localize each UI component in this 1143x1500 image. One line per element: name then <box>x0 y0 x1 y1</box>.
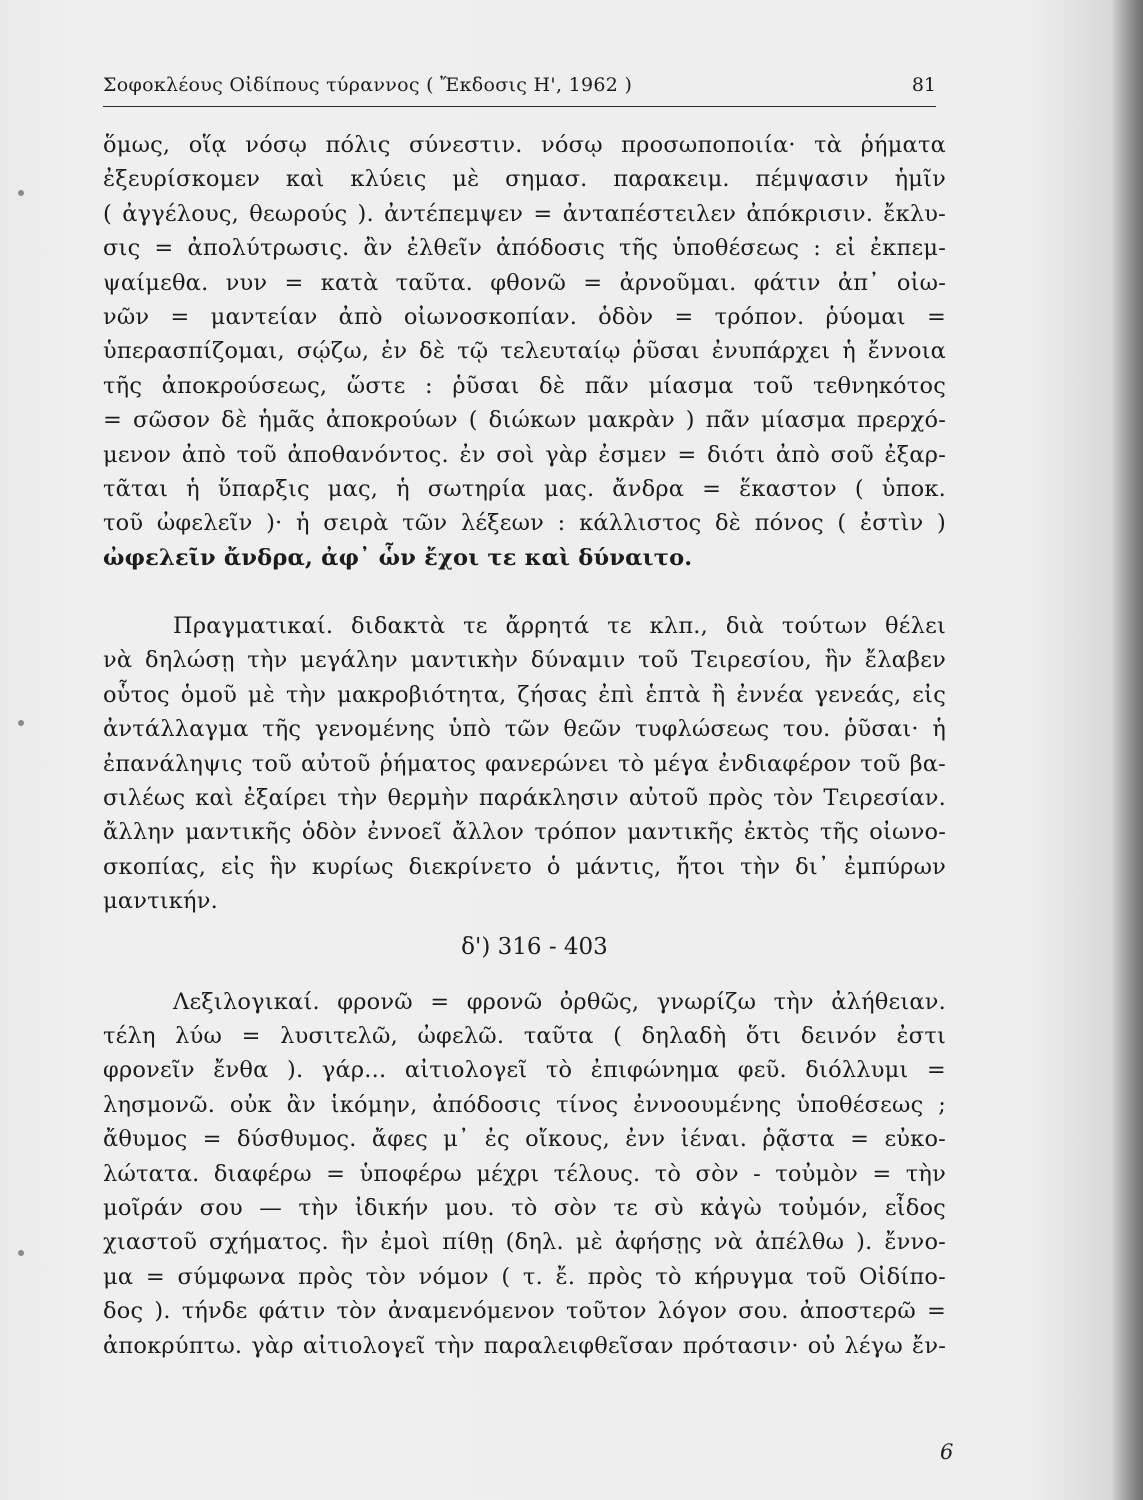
text-line: ψαίμεθα. νυν = κατὰ ταῦτα. φθονῶ = ἀρνοῦμαι. φάτιν ἀπ᾽ οἰω- <box>103 269 946 296</box>
text-line: ἀντάλλαγμα τῆς γενομένης ὑπὸ τῶν θεῶν τυφλώσεως του. ῥῦσαι· ἡ <box>103 716 946 743</box>
page-edge-shadow <box>1113 0 1143 1500</box>
text-line: τῆς ἀποκρούσεως, ὥστε : ῥῦσαι δὲ πᾶν μίασμα τοῦ τεθνηκότος <box>103 372 946 399</box>
text-line: τέλη λύω = λυσιτελῶ, ὠφελῶ. ταῦτα ( δηλαδὴ ὅτι δεινόν ἐστι <box>103 1022 946 1049</box>
text-line: ἀποκρύπτω. γὰρ αἰτιολογεῖ τὴν παραλειφθεῖσαν πρότασιν· οὐ λέγω ἔν- <box>103 1332 946 1359</box>
text-line: φρονεῖν ἔνθα ). γάρ... αἰτιολογεῖ τὸ ἐπιφώνημα φεῦ. διόλλυμι = <box>103 1057 946 1084</box>
text-line: ἄθυμος = δύσθυμος. ἄφες μ᾽ ἐς οἴκους, ἐνν ἰέναι. ῥᾷστα = εὐκο- <box>103 1126 946 1153</box>
text-line: τᾶται ἡ ὕπαρξις μας, ἡ σωτηρία μας. ἄνδρα = ἕκαστον ( ὑποκ. <box>103 475 946 502</box>
text-line: Πραγματικαί. διδακτὰ τε ἄρρητά τε κλπ., διὰ τούτων θέλει <box>173 613 946 640</box>
text-line: ὅμως, οἵᾳ νόσῳ πόλις σύνεστιν. νόσῳ προσωποποιία· τὰ ῥήματα <box>103 132 946 158</box>
running-title: Σοφοκλέους Οἰδίπους τύραννος ( Ἔκδοσις Η', 1962 ) <box>103 74 633 96</box>
section-heading: δ') 316 - 403 <box>461 933 608 960</box>
paragraph-gap <box>103 575 946 609</box>
text-line: λησμονῶ. οὐκ ἂν ἱκόμην, ἀπόδοσις τίνος ἐννοουμένης ὑποθέσεως ; <box>103 1091 946 1118</box>
text-line: μενον ἀπὸ τοῦ ἀποθανόντος. ἐν σοὶ γὰρ ἐσμεν = διότι ἀπὸ σοῦ ἐξαρ- <box>103 441 946 468</box>
body-text <box>103 128 946 1363</box>
binding-hole <box>18 1250 24 1256</box>
running-head <box>103 70 936 107</box>
text-line: οὗτος ὁμοῦ μὲ τὴν μακροβιότητα, ζήσας ἐπὶ ἑπτὰ ἢ ἐννέα γενεάς, εἰς <box>103 681 946 708</box>
text-line: μαντικήν. <box>103 888 218 915</box>
text-line: χιαστοῦ σχήματος. ἣν ἐμοὶ πίθῃ (δηλ. μὲ ἀφήσῃς νὰ ἀπέλθω ). ἔννο- <box>103 1229 946 1256</box>
text-line: ὠφελεῖν ἄνδρα, ἀφ᾽ ὧν ἔχοι τε καὶ δύναιτο. <box>103 544 693 571</box>
text-line: Λεξιλογικαί. φρονῶ = φρονῶ ὀρθῶς, γνωρίζω τὴν ἀλήθειαν. <box>173 988 946 1015</box>
text-line: ἐπανάληψις τοῦ αὐτοῦ ῥήματος φανερώνει τὸ μέγα ἐνδιαφέρον τοῦ βα- <box>103 750 946 777</box>
binding-hole <box>18 190 24 196</box>
binding-hole <box>18 720 24 726</box>
text-line: ( ἀγγέλους, θεωρούς ). ἀντέπεμψεν = ἀνταπέστειλεν ἀπόκρισιν. ἔκλυ- <box>103 200 946 227</box>
page-number: 81 <box>911 74 936 96</box>
text-line: ἄλλην μαντικῆς ὁδὸν ἐννοεῖ ἄλλον τρόπον μαντικῆς ἐκτὸς τῆς οἰωνο- <box>103 819 946 846</box>
signature-mark: 6 <box>940 1440 954 1464</box>
text-line: σιλέως καὶ ἐξαίρει τὴν θερμὴν παράκλησιν αὐτοῦ πρὸς τὸν Τειρεσίαν. <box>103 785 946 812</box>
text-line: λώτατα. διαφέρω = ὑποφέρω μέχρι τέλους. τὸ σὸν - τοὐμὸν = τὴν <box>103 1160 946 1187</box>
text-line: σκοπίας, εἰς ἣν κυρίως διεκρίνετο ὁ μάντις, ἤτοι τὴν δι᾽ ἐμπύρων <box>103 853 946 880</box>
text-line: μοῖράν σου — τὴν ἰδικήν μου. τὸ σὸν τε σὺ κἀγὼ τοὐμόν, εἶδος <box>103 1194 946 1221</box>
text-line: ἐξευρίσκομεν καὶ κλύεις μὲ σημασ. παρακειμ. πέμψασιν ἡμῖν <box>103 166 946 193</box>
text-line: μα = σύμφωνα πρὸς τὸν νόμον ( τ. ἔ. πρὸς τὸ κήρυγμα τοῦ Οἰδίπο- <box>103 1263 946 1290</box>
text-line: νῶν = μαντείαν ἀπὸ οἰωνοσκοπίαν. ὁδὸν = τρόπον. ῥύομαι = <box>103 303 946 330</box>
text-line: νὰ δηλώσῃ τὴν μεγάλην μαντικὴν δύναμιν τοῦ Τειρεσίου, ἣν ἔλαβεν <box>103 647 946 674</box>
text-line: σις = ἀπολύτρωσις. ἂν ἐλθεῖν ἀπόδοσις τῆς ὑποθέσεως : εἰ ἐκπεμ- <box>103 235 946 262</box>
text-line: τοῦ ὠφελεῖν )· ἡ σειρὰ τῶν λέξεων : κάλλιστος δὲ πόνος ( ἐστὶν ) <box>103 510 946 537</box>
text-line: = σῶσον δὲ ἡμᾶς ἀποκρούων ( διώκων μακρὰν ) πᾶν μίασμα πρερχό- <box>103 407 946 434</box>
text-line: ὑπερασπίζομαι, σῴζω, ἐν δὲ τῷ τελευταίῳ ῥῦσαι ἐνυπάρχει ἡ ἔννοια <box>103 338 946 365</box>
text-line: δος ). τήνδε φάτιν τὸν ἀναμενόμενον τοῦτον λόγον σου. ἀποστερῶ = <box>103 1298 946 1325</box>
